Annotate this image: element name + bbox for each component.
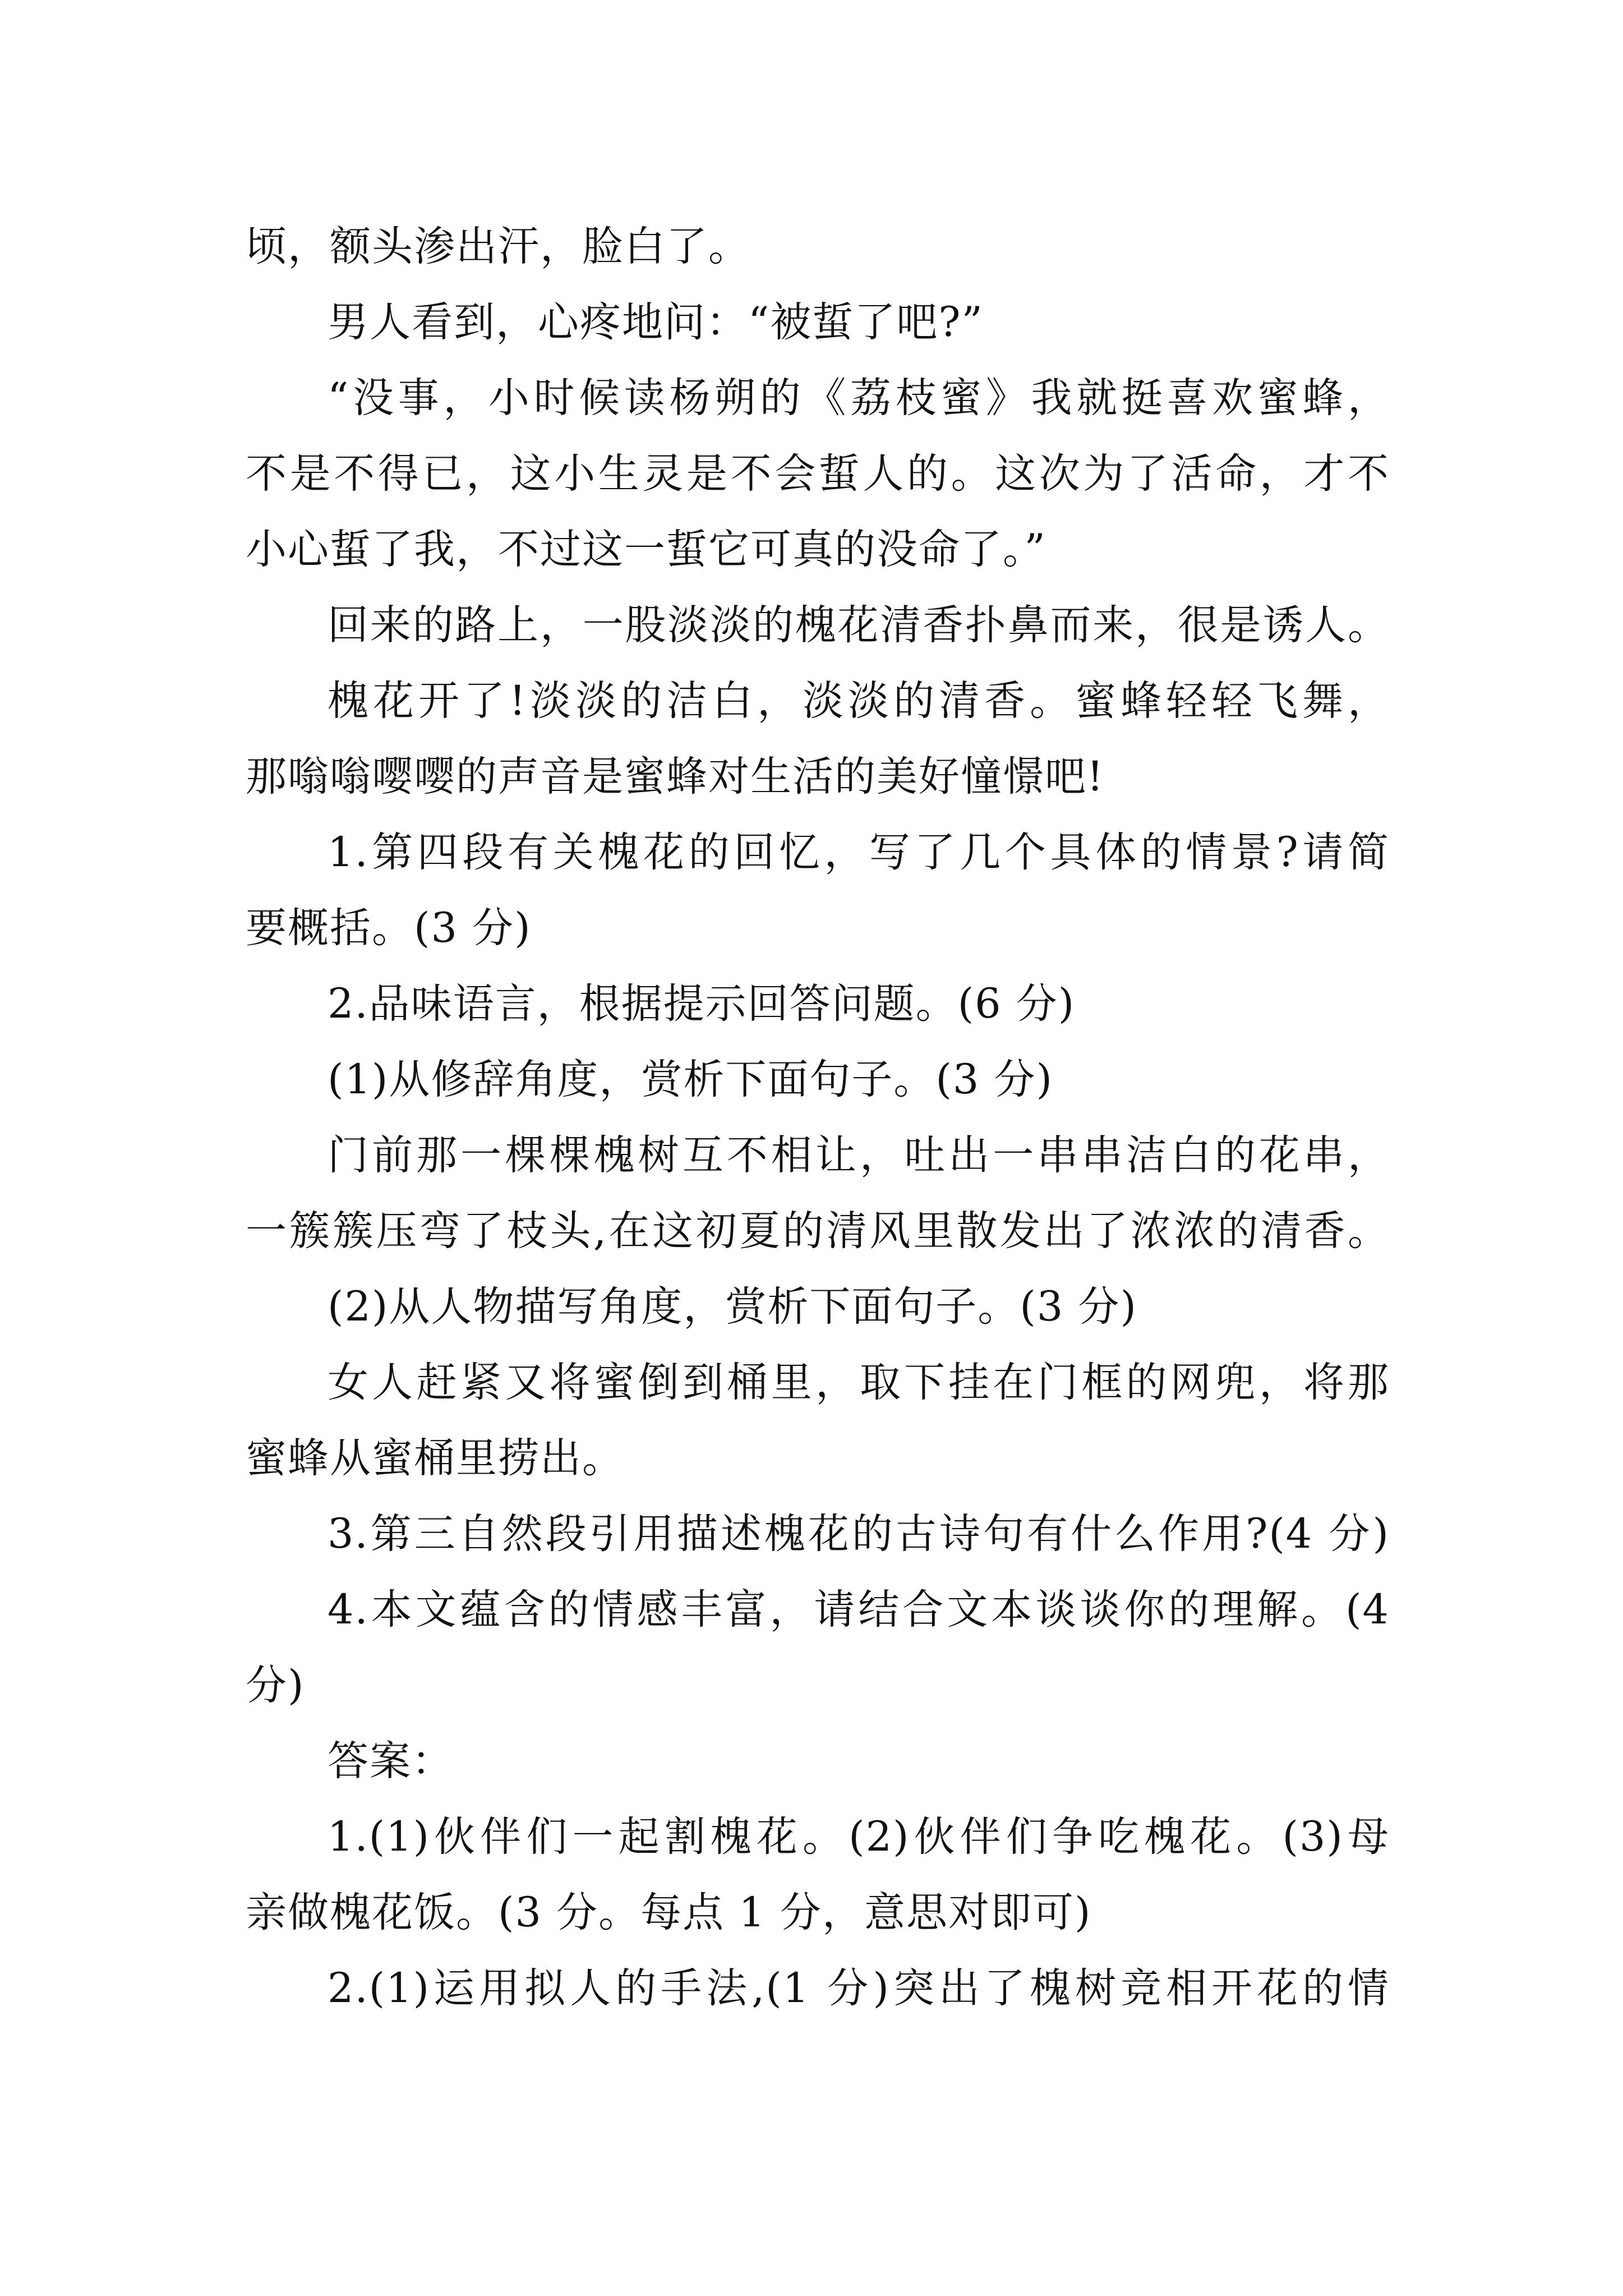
text-line: 男人看到，心疼地问：“被蜇了吧?” (328, 298, 984, 346)
text-line: 顷，额头渗出汗，脸白了。 (246, 223, 750, 270)
question-line: 1.第四段有关槐花的回忆，写了几个具体的情景?请简 (328, 829, 1390, 876)
question-line: 2.品味语言，根据提示回答问题。(6 分) (328, 980, 1076, 1028)
text-line: 回来的路上，一股淡淡的槐花清香扑鼻而来，很是诱人。 (328, 601, 1390, 649)
answer-heading: 答案： (328, 1737, 454, 1785)
quoted-sentence-line: 女人赶紧又将蜜倒到桶里，取下挂在门框的网兜，将那 (328, 1359, 1390, 1406)
text-line: “没事，小时候读杨朔的《荔枝蜜》我就挺喜欢蜜蜂， (328, 374, 1390, 422)
text-line: 不是不得已，这小生灵是不会蜇人的。这次为了活命，才不 (246, 450, 1390, 498)
document-body (246, 209, 1390, 2026)
quoted-sentence-line: 蜜蜂从蜜桶里捞出。 (246, 1434, 624, 1482)
question-line: 4.本文蕴含的情感丰富，请结合文本谈谈你的理解。(4 (328, 1586, 1390, 1634)
question-line: (1)从修辞角度，赏析下面句子。(3 分) (328, 1056, 1054, 1103)
answer-line: 2.(1)运用拟人的手法,(1 分)突出了槐树竞相开花的情 (328, 1964, 1390, 2012)
quoted-sentence-line: 一簇簇压弯了枝头,在这初夏的清风里散发出了浓浓的清香。 (246, 1207, 1390, 1255)
question-line: 分) (246, 1662, 305, 1709)
answer-line: 1.(1)伙伴们一起割槐花。(2)伙伴们争吃槐花。(3)母 (328, 1813, 1390, 1861)
question-line: 3.第三自然段引用描述槐花的古诗句有什么作用?(4 分) (328, 1510, 1390, 1558)
question-line: (2)从人物描写角度，赏析下面句子。(3 分) (328, 1283, 1138, 1331)
quoted-sentence-line: 门前那一棵棵槐树互不相让，吐出一串串洁白的花串， (328, 1131, 1390, 1179)
question-line: 要概括。(3 分) (246, 904, 532, 952)
answer-line: 亲做槐花饭。(3 分。每点 1 分，意思对即可) (246, 1889, 1092, 1936)
text-line: 那嗡嗡嘤嘤的声音是蜜蜂对生活的美好憧憬吧! (246, 753, 1105, 800)
text-line: 小心蜇了我，不过这一蜇它可真的没命了。” (246, 526, 1046, 573)
text-line: 槐花开了!淡淡的洁白，淡淡的清香。蜜蜂轻轻飞舞， (328, 677, 1390, 725)
